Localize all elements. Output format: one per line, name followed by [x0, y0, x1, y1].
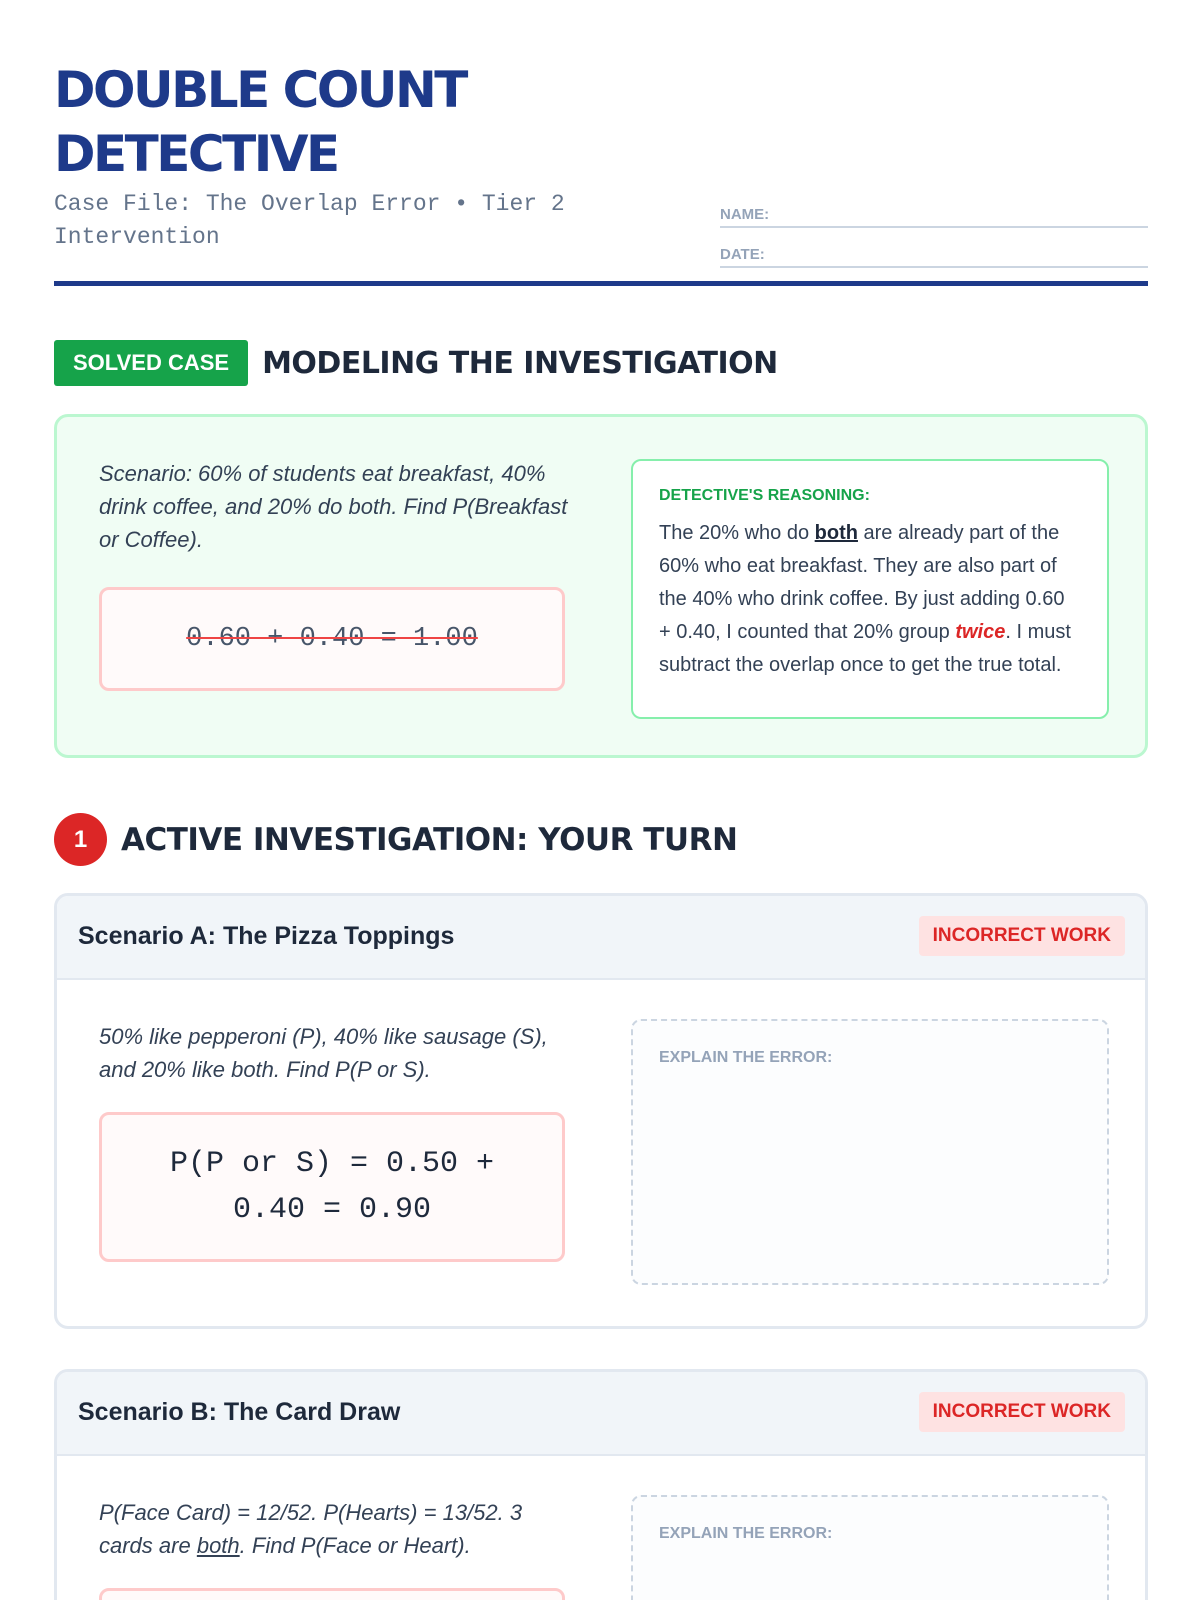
emphasis-both: both — [814, 522, 858, 544]
incorrect-work-badge: INCORRECT WORK — [919, 916, 1125, 956]
solved-case-badge: SOLVED CASE — [54, 340, 248, 386]
worksheet-title: DOUBLE COUNT DETECTIVE — [54, 61, 466, 183]
incorrect-work-badge: INCORRECT WORK — [919, 1392, 1125, 1432]
reasoning-text: The 20% who do both are already part of the 60% who eat breakfast. They are also part of the 40% who drink coffee. By just adding 0.60 + 0.40, I counted that 20% group twice. I must subtract the overlap once to get the true total. — [659, 522, 1071, 676]
scenario-card-header — [57, 1372, 1145, 1456]
scenario-card-header — [57, 896, 1145, 980]
explain-error-label: EXPLAIN THE ERROR: — [659, 1049, 833, 1066]
solved-section-heading — [54, 340, 778, 386]
scenario-title: Scenario B: The Card Draw — [78, 1398, 401, 1426]
emphasis-twice: twice — [955, 621, 1006, 643]
header-divider — [54, 281, 1148, 286]
explain-error-label: EXPLAIN THE ERROR: — [659, 1525, 833, 1542]
worksheet-header — [54, 58, 1148, 263]
name-field[interactable] — [720, 188, 1148, 228]
detective-reasoning-box — [631, 459, 1109, 719]
date-label: DATE: — [720, 246, 765, 263]
scenario-title: Scenario A: The Pizza Toppings — [78, 922, 455, 950]
solved-case-panel — [54, 414, 1148, 758]
incorrect-work-box — [99, 1112, 565, 1262]
scenario-text: 50% like pepperoni (P), 40% like sausage (S), and 20% like both. Find P(P or S). — [99, 1024, 548, 1082]
explain-error-area[interactable] — [631, 1495, 1109, 1600]
emphasis-both: both — [196, 1533, 240, 1558]
reasoning-label: DETECTIVE'S REASONING: — [659, 487, 870, 504]
incorrect-work-text: P(P or S) = 0.50 + 0.40 = 0.90 — [169, 1147, 495, 1227]
date-field[interactable] — [720, 228, 1148, 268]
scenario-text: P(Face Card) = 12/52. P(Hearts) = 13/52. 3 cards are both. Find P(Face or Heart). — [99, 1500, 523, 1558]
section-number-badge: 1 — [54, 813, 107, 866]
solved-scenario-text: Scenario: 60% of students eat breakfast, 40% drink coffee, and 20% do both. Find P(Breakfast or Coffee). — [99, 461, 568, 552]
active-section-heading — [54, 813, 737, 866]
name-label: NAME: — [720, 206, 770, 223]
scenario-card-a — [54, 893, 1148, 1329]
scenario-card-b — [54, 1369, 1148, 1600]
wrong-equation-text: 0.60 + 0.40 = 1.00 — [186, 624, 478, 654]
case-file-subtitle: Case File: The Overlap Error • Tier 2 Intervention — [54, 191, 565, 250]
solved-section-title: MODELING THE INVESTIGATION — [262, 345, 778, 381]
crossed-out-equation — [99, 587, 565, 691]
explain-error-area[interactable] — [631, 1019, 1109, 1285]
name-date-block — [720, 188, 1148, 268]
active-section-title: ACTIVE INVESTIGATION: YOUR TURN — [121, 821, 738, 858]
incorrect-work-box — [99, 1588, 565, 1600]
